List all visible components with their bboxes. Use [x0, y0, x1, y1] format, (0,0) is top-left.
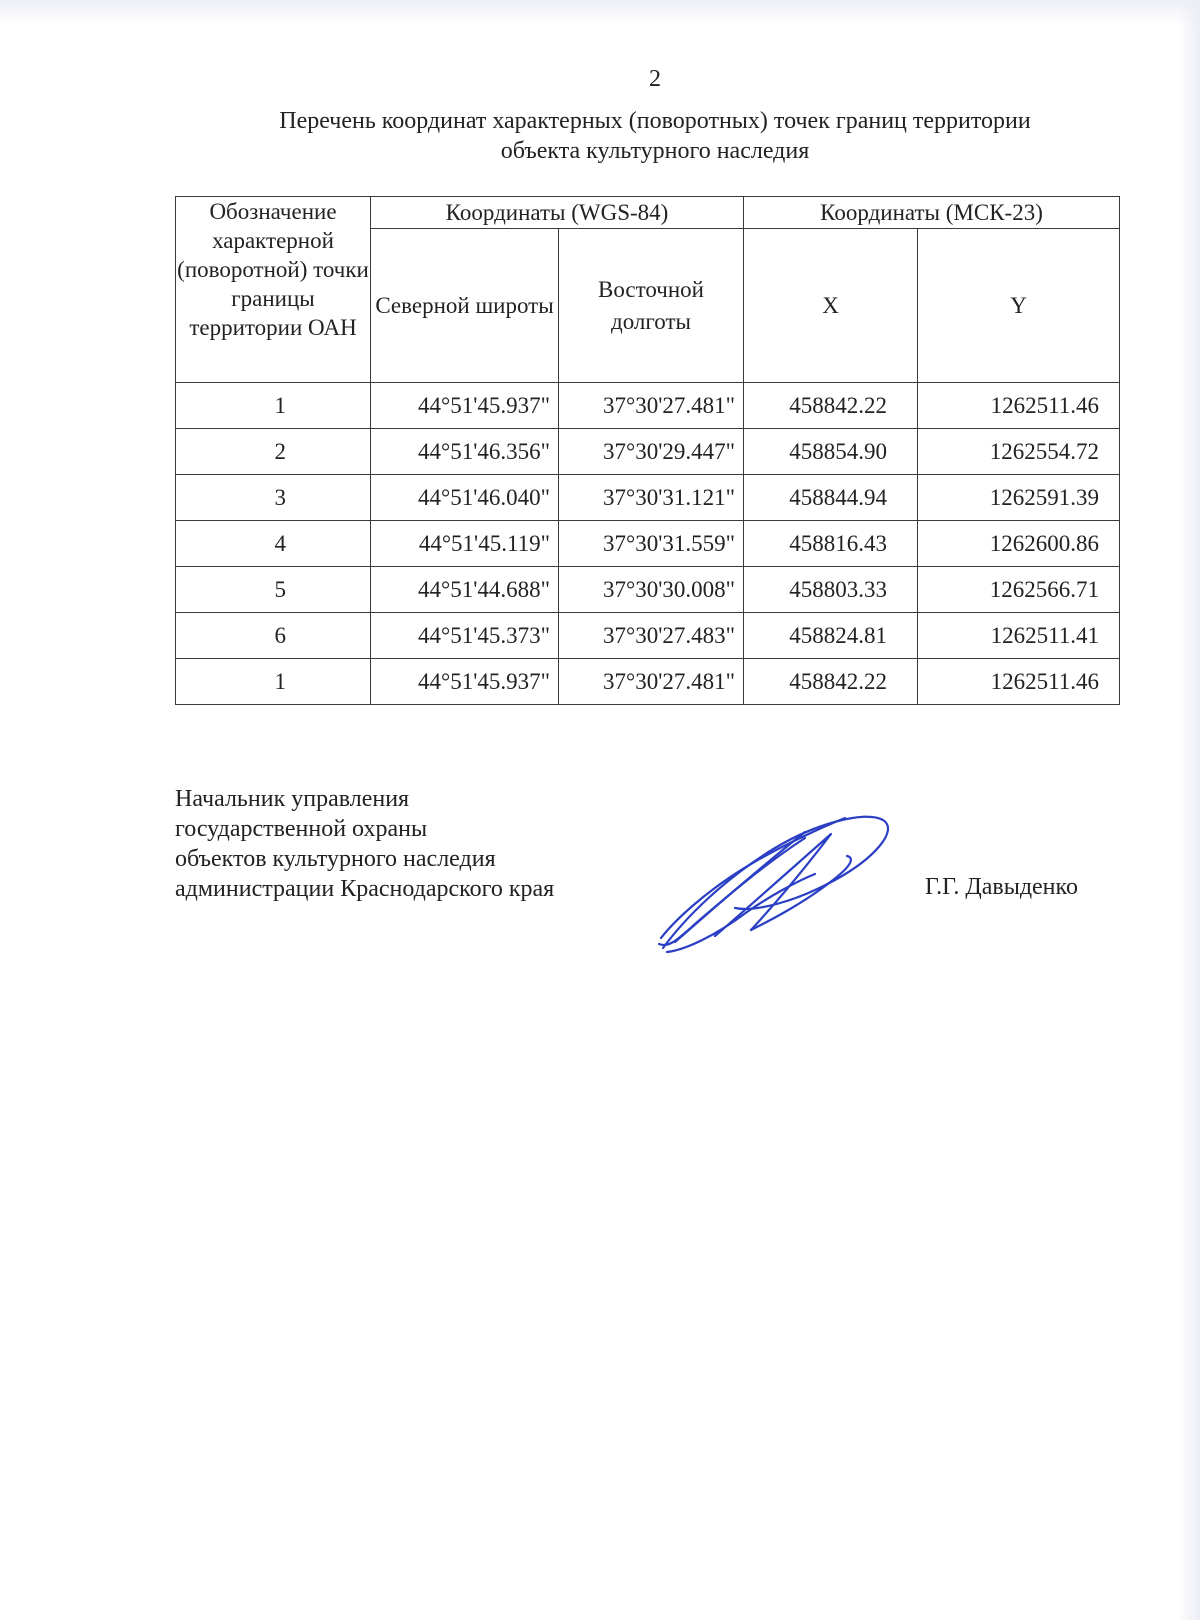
header-y: Y — [918, 229, 1120, 383]
header-east-longitude: Восточной долготы — [559, 229, 744, 383]
signatory-position-line-3: объектов культурного наследия — [175, 846, 496, 872]
cell-latitude: 44°51'46.040" — [371, 475, 559, 521]
header-point-designation: Обозначение характерной (поворотной) точки границы территории ОАН — [176, 197, 371, 383]
cell-x: 458842.22 — [744, 383, 918, 429]
signatory-position-line-4: администрации Краснодарского края — [175, 876, 555, 902]
cell-longitude: 37°30'31.559" — [559, 521, 744, 567]
cell-x: 458854.90 — [744, 429, 918, 475]
coordinates-table — [175, 196, 1120, 705]
cell-point: 1 — [176, 659, 371, 705]
table-row — [176, 659, 1120, 705]
signatory-position-line-1: Начальник управления — [175, 786, 410, 812]
cell-point: 5 — [176, 567, 371, 613]
cell-x: 458844.94 — [744, 475, 918, 521]
cell-y: 1262511.41 — [918, 613, 1120, 659]
cell-y: 1262511.46 — [918, 659, 1120, 705]
table-header-row-1 — [176, 197, 1120, 229]
cell-longitude: 37°30'30.008" — [559, 567, 744, 613]
cell-point: 3 — [176, 475, 371, 521]
cell-longitude: 37°30'29.447" — [559, 429, 744, 475]
table-row — [176, 521, 1120, 567]
scan-edge-top — [0, 0, 1200, 26]
header-x: X — [744, 229, 918, 383]
cell-point: 1 — [176, 383, 371, 429]
cell-x: 458842.22 — [744, 659, 918, 705]
cell-latitude: 44°51'45.937" — [371, 659, 559, 705]
signer-name: Г.Г. Давыденко — [925, 874, 1078, 900]
cell-latitude: 44°51'44.688" — [371, 567, 559, 613]
cell-longitude: 37°30'27.483" — [559, 613, 744, 659]
cell-y: 1262591.39 — [918, 475, 1120, 521]
cell-point: 2 — [176, 429, 371, 475]
cell-latitude: 44°51'45.373" — [371, 613, 559, 659]
cell-latitude: 44°51'45.937" — [371, 383, 559, 429]
cell-x: 458803.33 — [744, 567, 918, 613]
signatory-position-line-2: государственной охраны — [175, 816, 428, 842]
table-row — [176, 383, 1120, 429]
cell-longitude: 37°30'27.481" — [559, 659, 744, 705]
cell-point: 6 — [176, 613, 371, 659]
cell-point: 4 — [176, 521, 371, 567]
cell-latitude: 44°51'46.356" — [371, 429, 559, 475]
table-row — [176, 475, 1120, 521]
handwritten-signature — [655, 808, 915, 958]
document-title-line-2: объекта культурного наследия — [500, 138, 810, 164]
cell-latitude: 44°51'45.119" — [371, 521, 559, 567]
table-row — [176, 567, 1120, 613]
signatory-position — [175, 784, 554, 904]
header-coordinates-wgs84: Координаты (WGS-84) — [371, 197, 744, 229]
table-row — [176, 429, 1120, 475]
cell-y: 1262554.72 — [918, 429, 1120, 475]
document-title-line-1: Перечень координат характерных (поворотных) точек границ территории — [279, 108, 1031, 134]
cell-y: 1262511.46 — [918, 383, 1120, 429]
cell-longitude: 37°30'27.481" — [559, 383, 744, 429]
cell-y: 1262566.71 — [918, 567, 1120, 613]
cell-x: 458824.81 — [744, 613, 918, 659]
cell-x: 458816.43 — [744, 521, 918, 567]
table-row — [176, 613, 1120, 659]
cell-y: 1262600.86 — [918, 521, 1120, 567]
header-north-latitude: Северной широты — [371, 229, 559, 383]
cell-longitude: 37°30'31.121" — [559, 475, 744, 521]
header-coordinates-msk23: Координаты (МСК-23) — [744, 197, 1120, 229]
page-number: 2 — [649, 66, 661, 92]
document-title — [150, 106, 1160, 166]
scan-edge-right — [1178, 0, 1200, 1620]
